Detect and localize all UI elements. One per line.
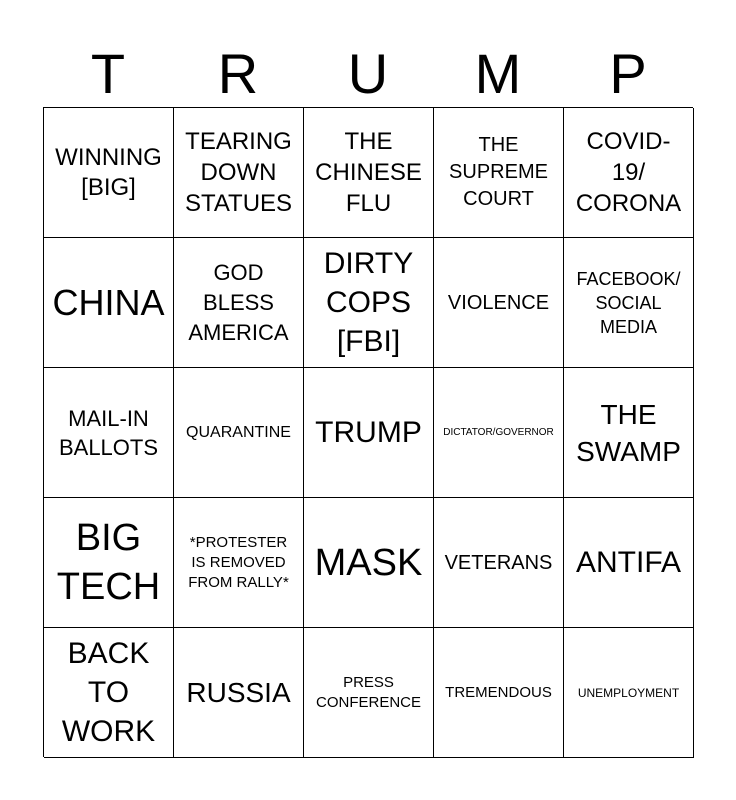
cell-text: UNEMPLOYMENT — [577, 685, 680, 700]
header-letter-u: U — [347, 42, 389, 105]
bingo-cell[interactable] — [174, 628, 304, 758]
cell-text: ANTIFA — [575, 545, 681, 579]
cell-text: DICTATOR/GOVERNOR — [443, 426, 554, 438]
bingo-cell[interactable] — [304, 628, 434, 758]
bingo-cell[interactable] — [304, 108, 434, 238]
bingo-cell[interactable] — [44, 628, 174, 758]
cell-text: WINNING [BIG] — [55, 143, 162, 201]
cell-text: TREMENDOUS — [445, 683, 552, 701]
bingo-cell[interactable] — [44, 238, 174, 368]
bingo-cell[interactable] — [434, 368, 564, 498]
cell-text: BACK TO WORK — [61, 637, 156, 748]
cell-text: MASK — [314, 541, 423, 584]
bingo-cell[interactable] — [304, 498, 434, 628]
cell-text: PRESS CONFERENCE — [315, 673, 421, 711]
cell-text: COVID- 19/ CORONA — [575, 128, 682, 217]
cell-text: CHINA — [52, 281, 165, 323]
bingo-cell[interactable] — [174, 498, 304, 628]
cell-text: *PROTESTER IS REMOVED FROM RALLY* — [188, 533, 289, 591]
header-letter-p: P — [609, 42, 647, 105]
cell-text: MAIL-IN BALLOTS — [58, 405, 159, 460]
bingo-cell[interactable] — [564, 498, 694, 628]
cell-text: THE CHINESE FLU — [315, 128, 422, 217]
header-letter-r: R — [217, 42, 259, 105]
header-letter-m: M — [474, 42, 522, 105]
cell-text: DIRTY COPS [FBI] — [323, 247, 414, 358]
cell-text: RUSSIA — [186, 676, 291, 708]
bingo-cell[interactable] — [44, 498, 174, 628]
cell-text: FACEBOOK/ SOCIAL MEDIA — [576, 268, 681, 337]
bingo-cell[interactable] — [44, 368, 174, 498]
cell-text: VETERANS — [444, 551, 553, 574]
bingo-cell[interactable] — [434, 108, 564, 238]
bingo-cell[interactable] — [564, 108, 694, 238]
cell-text: THE SWAMP — [576, 398, 681, 467]
bingo-cell[interactable] — [564, 628, 694, 758]
bingo-grid — [43, 107, 693, 757]
bingo-cell[interactable] — [564, 238, 694, 368]
cell-text: GOD BLESS AMERICA — [188, 259, 289, 345]
bingo-cell[interactable] — [564, 368, 694, 498]
cell-text: TEARING DOWN STATUES — [184, 128, 293, 217]
cell-text: QUARANTINE — [186, 423, 291, 441]
cell-text: BIG TECH — [56, 516, 161, 608]
bingo-cell[interactable] — [304, 368, 434, 498]
bingo-cell[interactable] — [44, 108, 174, 238]
bingo-header — [43, 40, 693, 108]
header-letter-t: T — [90, 42, 126, 105]
cell-text: TRUMP — [315, 415, 422, 449]
bingo-cell[interactable] — [174, 108, 304, 238]
bingo-cell[interactable] — [174, 238, 304, 368]
bingo-cell[interactable] — [434, 498, 564, 628]
bingo-cell[interactable] — [174, 368, 304, 498]
bingo-cell[interactable] — [434, 238, 564, 368]
bingo-cell[interactable] — [304, 238, 434, 368]
cell-text: VIOLENCE — [447, 291, 550, 314]
bingo-cell[interactable] — [434, 628, 564, 758]
cell-text: THE SUPREME COURT — [449, 134, 548, 210]
